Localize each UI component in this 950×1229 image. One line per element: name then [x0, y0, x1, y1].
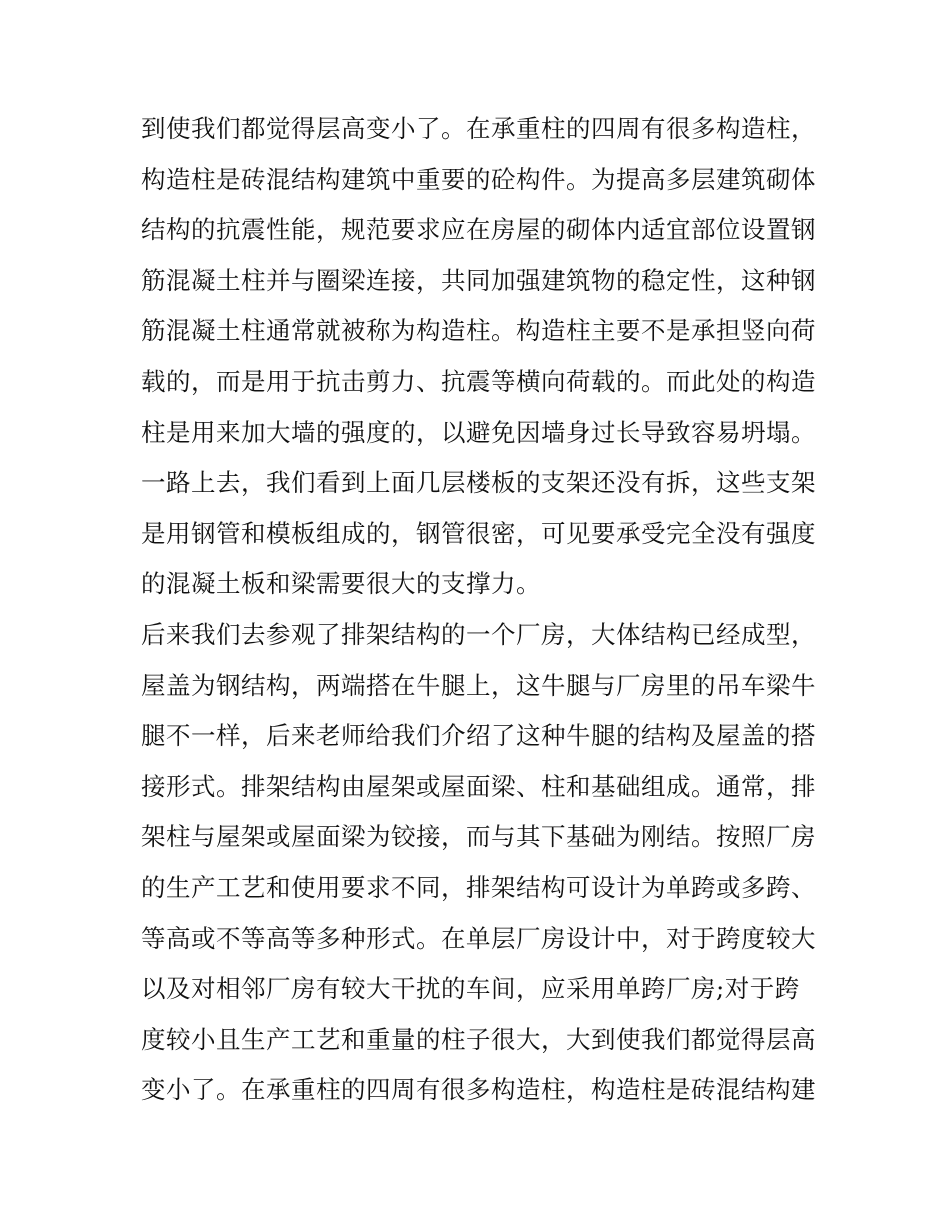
body-text [141, 104, 821, 1116]
text-line: 是用钢管和模板组成的，钢管很密，可见要承受完全没有强度 [141, 518, 816, 548]
text-line: 结构的抗震性能，规范要求应在房屋的砌体内适宜部位设置钢 [141, 215, 816, 245]
text-line: 载的，而是用于抗击剪力、抗震等横向荷载的。而此处的构造 [141, 366, 816, 396]
text-line: 变小了。在承重柱的四周有很多构造柱，构造柱是砖混结构建 [141, 1075, 816, 1105]
text-line: 筋混凝土柱通常就被称为构造柱。构造柱主要不是承担竖向荷 [141, 316, 816, 346]
text-line: 架柱与屋架或屋面梁为铰接，而与其下基础为刚结。按照厂房 [141, 822, 816, 852]
text-line: 等高或不等高等多种形式。在单层厂房设计中，对于跨度较大 [141, 923, 816, 953]
text-line: 屋盖为钢结构，两端搭在牛腿上，这牛腿与厂房里的吊车梁牛 [141, 670, 816, 700]
text-line: 构造柱是砖混结构建筑中重要的砼构件。为提高多层建筑砌体 [141, 164, 816, 194]
text-line: 接形式。排架结构由屋架或屋面梁、柱和基础组成。通常，排 [141, 771, 816, 801]
text-line: 度较小且生产工艺和重量的柱子很大，大到使我们都觉得层高 [141, 1024, 816, 1054]
text-line: 以及对相邻厂房有较大干扰的车间，应采用单跨厂房;对于跨 [141, 974, 800, 1004]
text-line: 筋混凝土柱并与圈梁连接，共同加强建筑物的稳定性，这种钢 [141, 265, 816, 295]
text-line: 后来我们去参观了排架结构的一个厂房，大体结构已经成型， [141, 619, 816, 649]
text-line: 的生产工艺和使用要求不同，排架结构可设计为单跨或多跨、 [141, 872, 816, 902]
text-line: 的混凝土板和梁需要很大的支撑力。 [141, 569, 541, 599]
text-line: 到使我们都觉得层高变小了。在承重柱的四周有很多构造柱， [141, 114, 816, 143]
text-line: 腿不一样，后来老师给我们介绍了这种牛腿的结构及屋盖的搭 [141, 721, 816, 751]
text-line: 一路上去，我们看到上面几层楼板的支架还没有拆，这些支架 [141, 468, 816, 498]
text-line: 柱是用来加大墙的强度的，以避免因墙身过长导致容易坍塌。 [141, 417, 816, 447]
